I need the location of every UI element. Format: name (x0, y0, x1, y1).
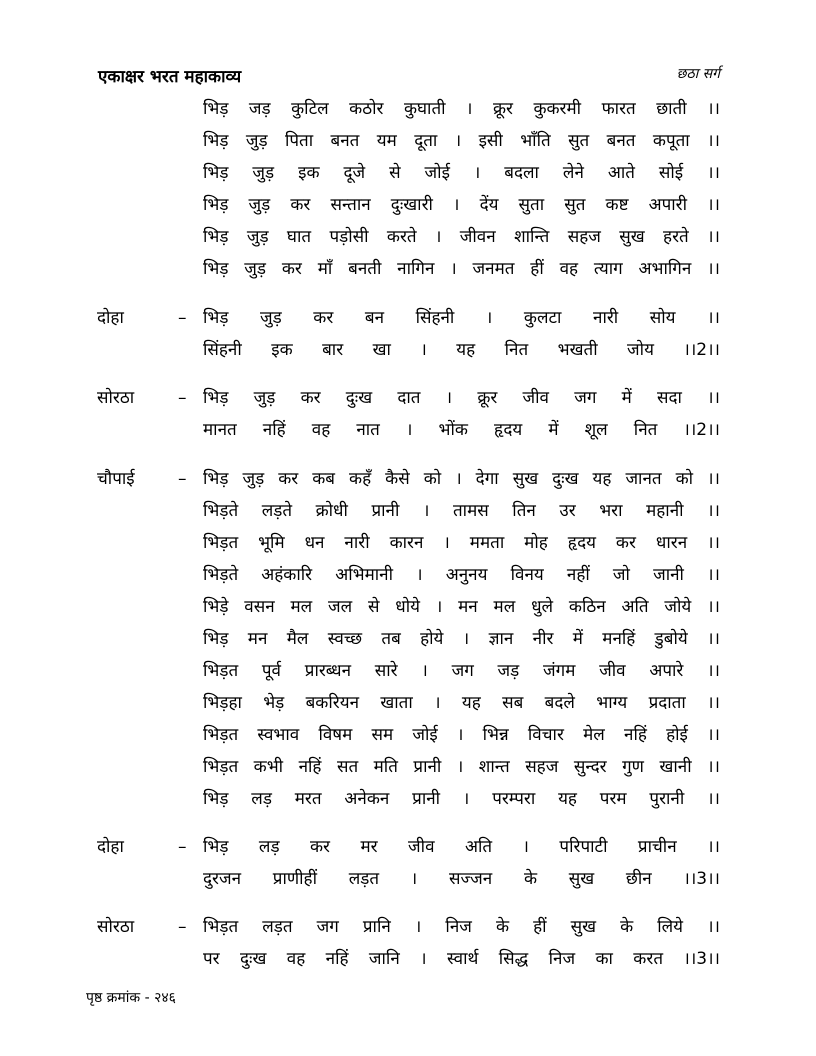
verse-line: भिड़ जुड़ घात पड़ोसी करते । जीवन शान्ति सहज सुख हरते ।। (203, 227, 720, 247)
doha-label: दोहा (97, 308, 124, 328)
page-number: पृष्ठ क्रमांक - २४६ (86, 990, 176, 1006)
verse-line: भिड़ते अहंकारि अभिमानी । अनुनय विनय नहीं जो जानी ।। (203, 565, 720, 585)
chapter-label: छठा सर्ग (676, 66, 720, 82)
verse-line: भिड़त स्वभाव विषम सम जोई । भिन्न विचार मेल नहिं होई ।। (203, 725, 720, 745)
verse-line: भिड़ लड़ कर मर जीव अति । परिपाटी प्राचीन ।। (203, 837, 720, 857)
verse-line: भिड़ते लड़ते क्रोधी प्रानी । तामस तिन उर भरा महानी ।। (203, 501, 720, 521)
dash: – (178, 308, 187, 328)
dash: – (178, 388, 187, 408)
verse-line: भिड़ जुड़ कर सन्तान दुःखारी । देंय सुता सुत कष्ट अपारी ।। (203, 195, 720, 215)
verse-line: भिड़ जुड़ कर बन सिंहनी । कुलटा नारी सोय ।। (203, 308, 720, 328)
soratha-label: सोरठा (97, 388, 135, 408)
verse-line: भिड़ जुड़ पिता बनत यम दूता । इसी भाँति सुत बनत कपूता ।। (203, 131, 720, 151)
dash: – (178, 917, 187, 937)
header-title: एकाक्षर भरत महाकाव्य (98, 67, 242, 87)
verse-line: भिड़ जुड़ कर माँ बनती नागिन । जनमत हीं वह त्याग अभागिन ।। (203, 259, 720, 279)
verse-line: मानत नहिं वह नात । भोंक हृदय में शूल नित ।।2।। (203, 420, 720, 440)
verse-line: भिड़ जुड़ कर कब कहँ कैसे को । देगा सुख दुःख यह जानत को ।। (203, 469, 720, 489)
verse-line: भिड़त कभी नहिं सत मति प्रानी । शान्त सहज सुन्दर गुण खानी ।। (203, 757, 720, 777)
dash: – (178, 837, 187, 857)
verse-line: भिड़े वसन मल जल से धोये । मन मल धुले कठिन अति जोये ।। (203, 597, 720, 617)
verse-line: भिड़ जड़ कुटिल कठोर कुघाती । क्रूर कुकरमी फारत छाती ।। (203, 99, 720, 119)
verse-line: भिड़ लड़ मरत अनेकन प्रानी । परम्परा यह परम पुरानी ।। (203, 789, 720, 809)
verse-line: भिड़ जुड़ इक दूजे से जोई । बदला लेने आते सोई ।। (203, 163, 720, 183)
verse-line: भिड़त पूर्व प्रारब्धन सारे । जग जड़ जंगम जीव अपारे ।। (203, 661, 720, 681)
verse-line: भिड़त लड़त जग प्रानि । निज के हीं सुख के लिये ।। (203, 917, 720, 937)
verse-line: भिड़ जुड़ कर दुःख दात । क्रूर जीव जग में सदा ।। (203, 388, 720, 408)
soratha-label: सोरठा (97, 917, 135, 937)
verse-line: दुरजन प्राणीहीं लड़त । सज्जन के सुख छीन ।।3।। (203, 869, 720, 889)
verse-line: भिड़हा भेड़ बकरियन खाता । यह सब बदले भाग्य प्रदाता ।। (203, 693, 720, 713)
verse-line: पर दुःख वह नहिं जानि । स्वार्थ सिद्ध निज का करत ।।3।। (203, 949, 720, 969)
doha-label: दोहा (97, 837, 124, 857)
chaupai-label: चौपाई (97, 469, 135, 489)
verse-line: भिड़ मन मैल स्वच्छ तब होये । ज्ञान नीर में मनहिं डुबोये ।। (203, 629, 720, 649)
verse-line: भिड़त भूमि धन नारी कारन । ममता मोह हृदय कर धारन ।। (203, 533, 720, 553)
dash: – (178, 469, 187, 489)
verse-line: सिंहनी इक बार खा । यह नित भखती जोय ।।2।। (203, 340, 720, 360)
